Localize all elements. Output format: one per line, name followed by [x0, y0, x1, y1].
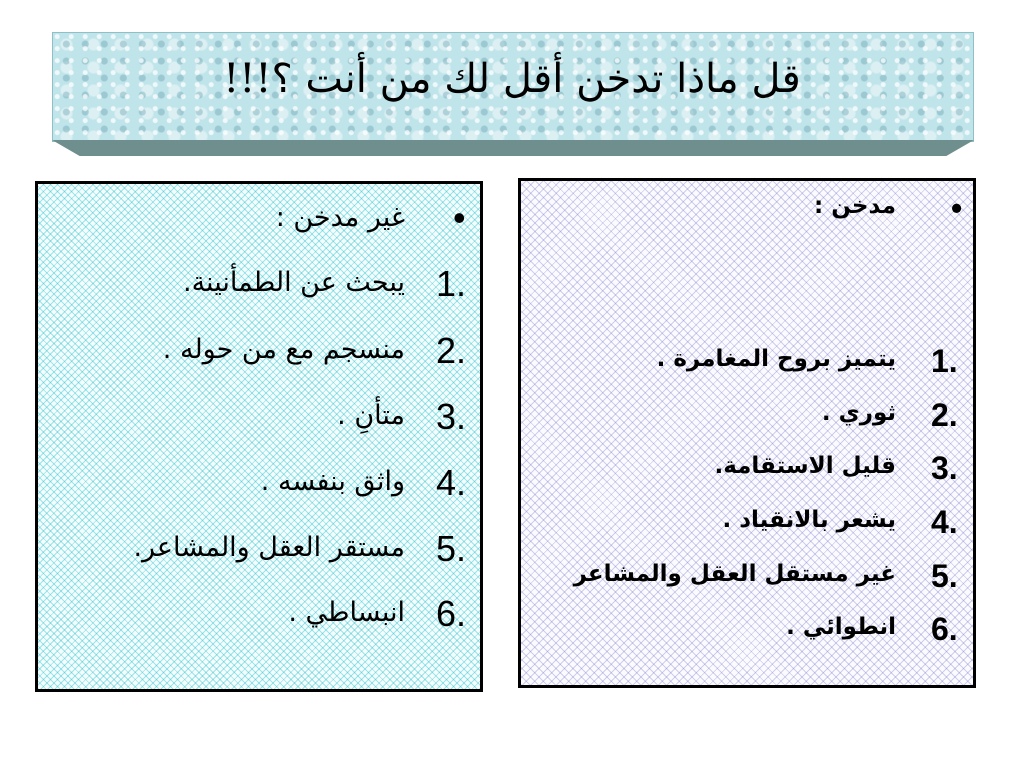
smoker-item: قليل الاستقامة. [714, 453, 896, 479]
smoker-item-number: 6. [931, 611, 958, 647]
non-smoker-item: انبساطي . [288, 597, 405, 628]
title-banner-shadow [52, 140, 974, 156]
non-smoker-item: مستقر العقل والمشاعر. [133, 532, 405, 563]
non-smoker-item: متأنِ . [337, 400, 405, 431]
smoker-item-number: 5. [931, 558, 958, 594]
non-smoker-item-number: 5. [436, 528, 467, 569]
non-smoker-item: يبحث عن الطمأنينة. [182, 267, 405, 298]
smoker-item-number: 4. [931, 504, 958, 540]
slide-title: قل ماذا تدخن أقل لك من أنت ؟!!! [223, 56, 801, 102]
smoker-item-number: 2. [931, 397, 958, 433]
non-smoker-item-number: 1. [436, 263, 467, 304]
non-smoker-item-number: 3. [436, 396, 467, 437]
non-smoker-item-number: 4. [436, 462, 467, 503]
smoker-item-number: 3. [931, 450, 958, 486]
non-smoker-item: منسجم مع من حوله . [162, 334, 405, 365]
non-smoker-item-number: 6. [436, 593, 467, 634]
smoker-heading: مدخن : [813, 193, 896, 219]
smoker-item: يشعر بالانقياد . [722, 507, 896, 533]
non-smoker-item: واثق بنفسه . [260, 466, 405, 497]
smoker-bullet: • [951, 190, 963, 226]
smoker-item: يتميز بروح المغامرة . [656, 346, 896, 372]
smoker-item: ثوري . [821, 400, 896, 426]
smoker-item: انطوائي . [786, 614, 896, 640]
non-smoker-item-number: 2. [436, 330, 467, 371]
smoker-item-number: 1. [931, 343, 958, 379]
non-smoker-bullet: • [453, 197, 466, 238]
non-smoker-heading: غير مدخن : [275, 202, 405, 233]
smoker-box [518, 178, 976, 688]
smoker-item: غير مستقل العقل والمشاعر [573, 561, 896, 587]
non-smoker-box [35, 181, 483, 692]
